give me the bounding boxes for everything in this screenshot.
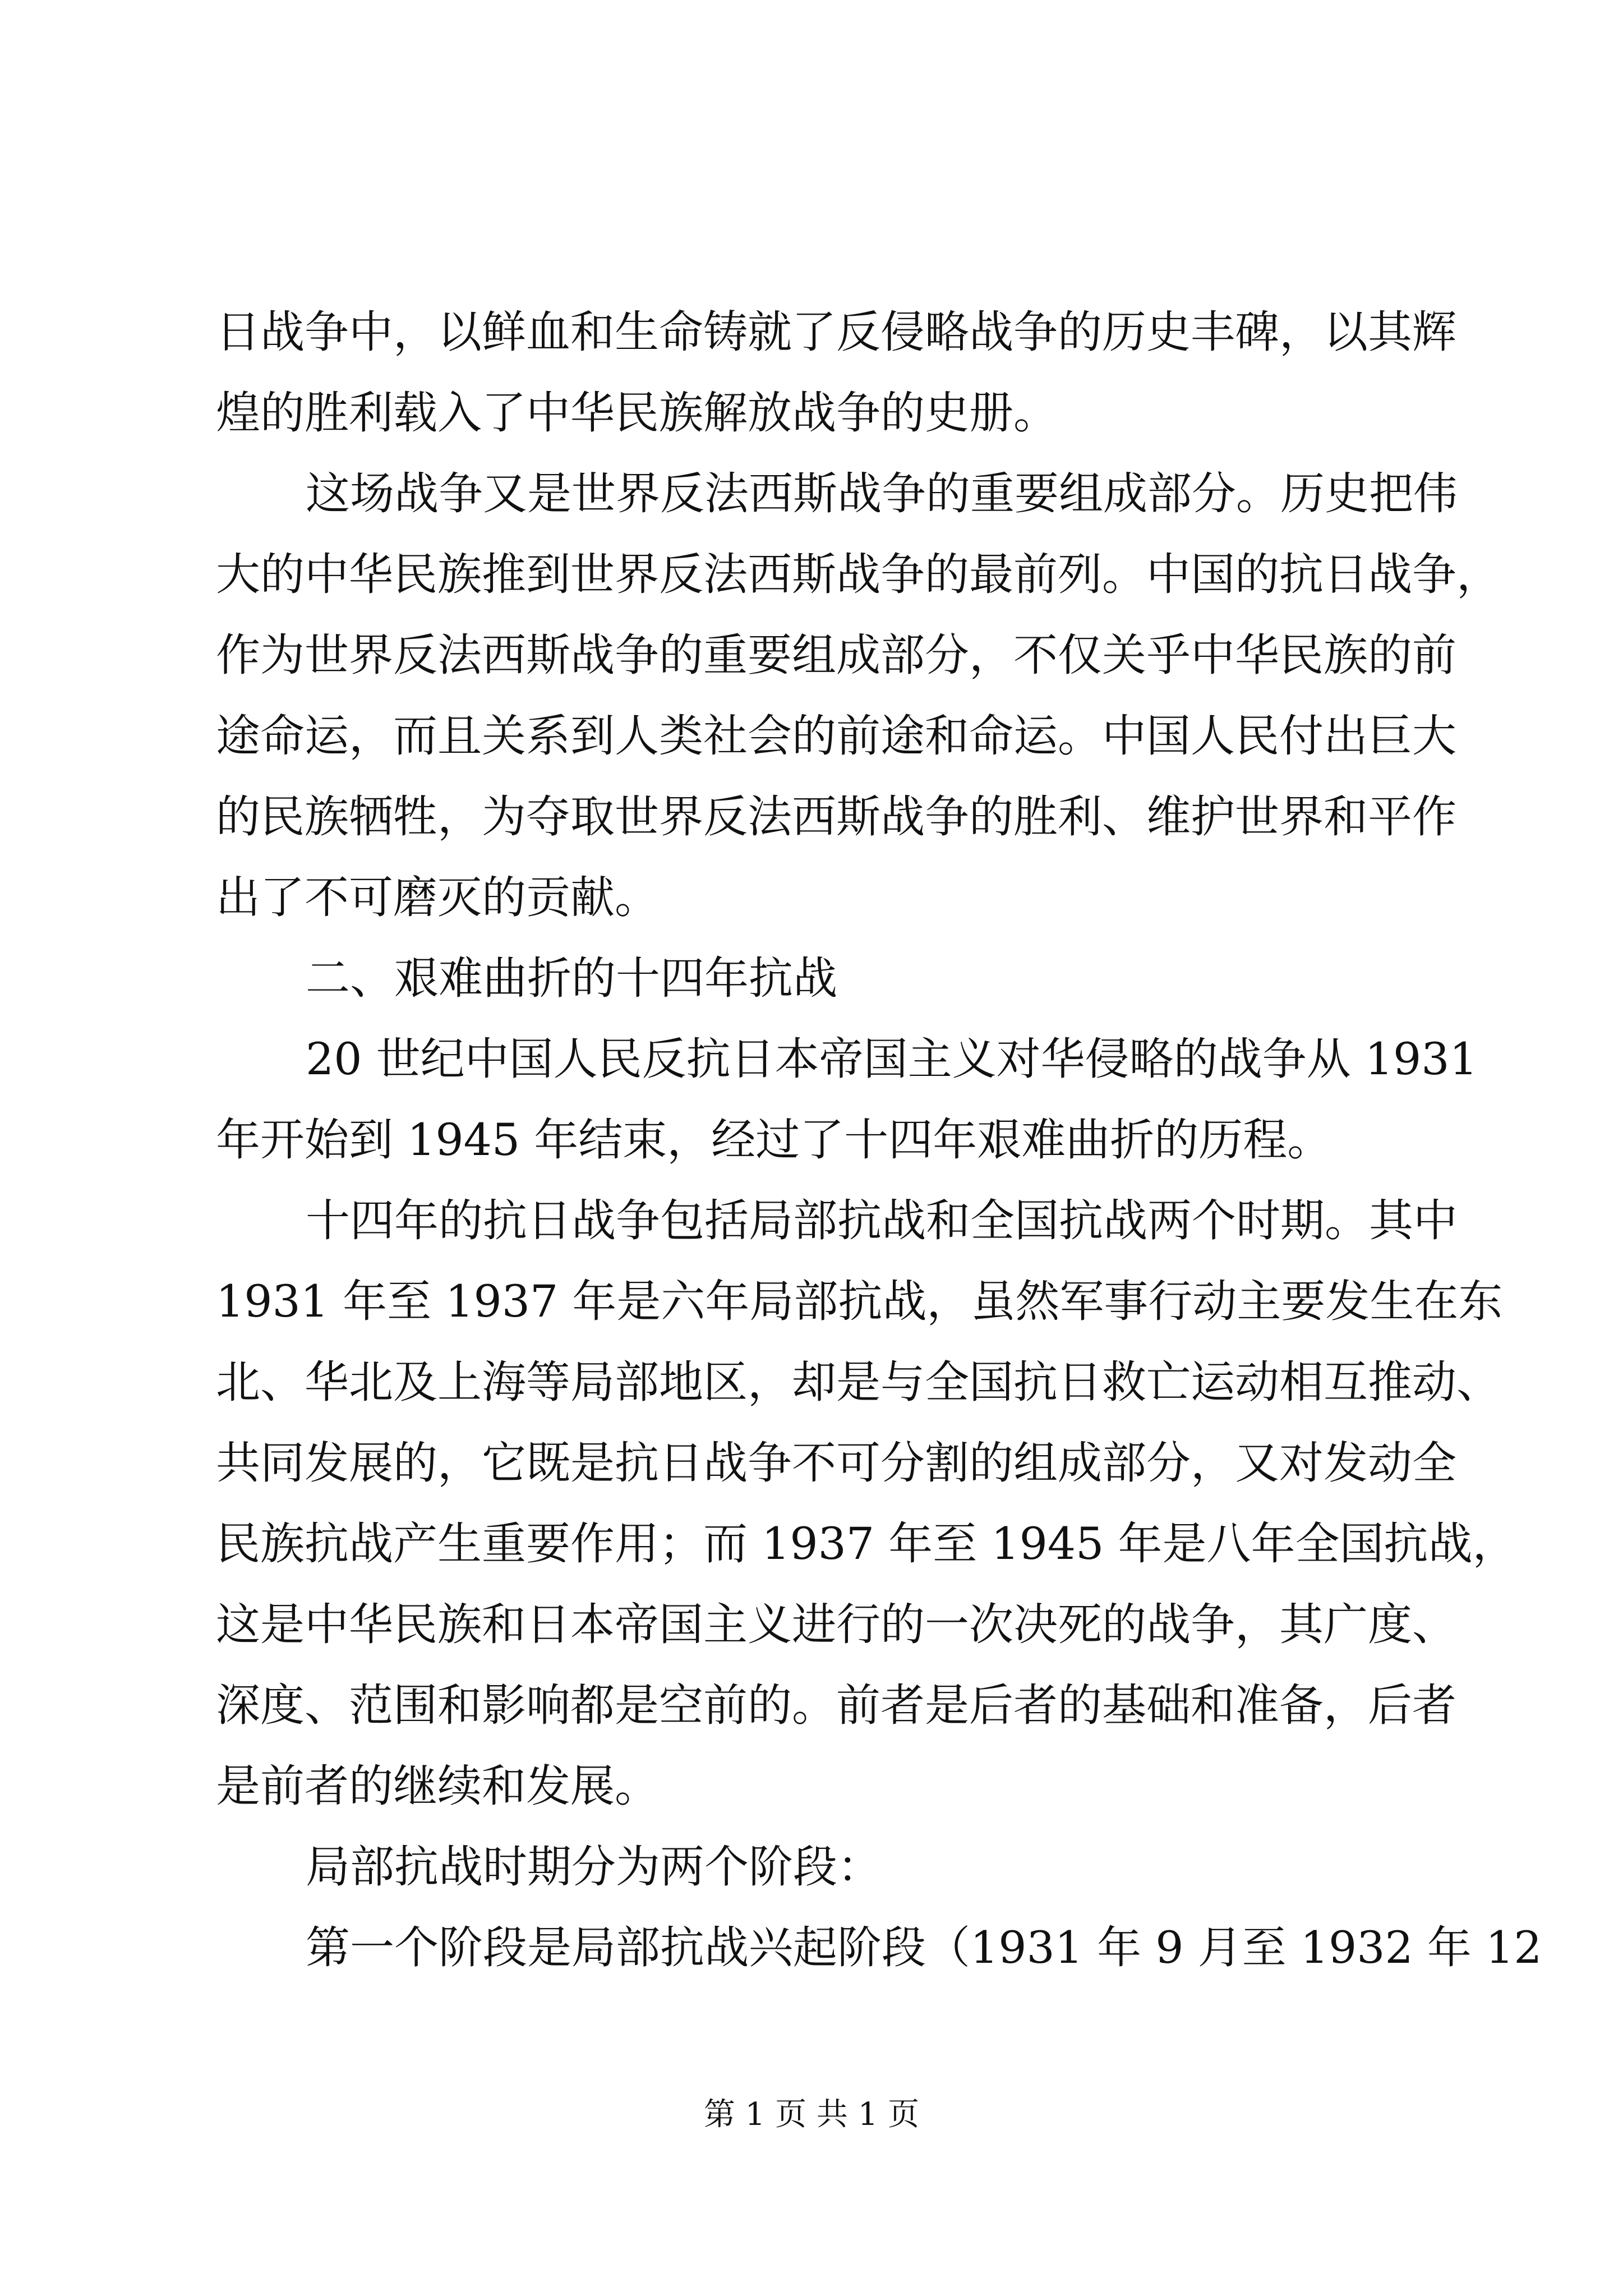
paragraph-start-line: 第一个阶段是局部抗战兴起阶段（1931 年 9 月至 1932 年 12 [306, 1922, 1542, 1973]
text-line: 是前者的继续和发展。 [216, 1760, 659, 1812]
text-line: 共同发展的，它既是抗日战争不可分割的组成部分，又对发动全 [216, 1437, 1456, 1489]
page-number-footer: 第 1 页 共 1 页 [703, 2096, 920, 2133]
section-heading: 二、艰难曲折的十四年抗战 [306, 953, 837, 1004]
text-line: 年开始到 1945 年结束，经过了十四年艰难曲折的历程。 [216, 1114, 1332, 1166]
paragraph-start-line: 局部抗战时期分为两个阶段： [306, 1841, 882, 1893]
text-line: 出了不可磨灭的贡献。 [216, 872, 659, 923]
document-body [216, 292, 1542, 1988]
text-line: 途命运，而且关系到人类社会的前途和命运。中国人民付出巨大 [216, 710, 1456, 762]
paragraph-start-line: 20 世纪中国人民反抗日本帝国主义对华侵略的战争从 1931 [306, 1033, 1478, 1085]
text-line: 北、华北及上海等局部地区，却是与全国抗日救亡运动相互推动、 [216, 1356, 1501, 1408]
text-line: 煌的胜利载入了中华民族解放战争的史册。 [216, 387, 1058, 439]
text-line: 深度、范围和影响都是空前的。前者是后者的基础和准备，后者 [216, 1680, 1456, 1731]
text-line: 作为世界反法西斯战争的重要组成部分，不仅关乎中华民族的前 [216, 629, 1456, 681]
text-line: 的民族牺牲，为夺取世界反法西斯战争的胜利、维护世界和平作 [216, 791, 1456, 843]
paragraph-start-line: 十四年的抗日战争包括局部抗战和全国抗战两个时期。其中 [306, 1195, 1458, 1246]
text-line: 大的中华民族推到世界反法西斯战争的最前列。中国的抗日战争， [216, 549, 1501, 600]
text-line: 1931 年至 1937 年是六年局部抗战，虽然军事行动主要发生在东 [216, 1276, 1503, 1327]
text-line: 日战争中，以鲜血和生命铸就了反侵略战争的历史丰碑，以其辉 [216, 306, 1456, 358]
text-line: 这是中华民族和日本帝国主义进行的一次决死的战争，其广度、 [216, 1599, 1456, 1650]
text-line: 民族抗战产生重要作用；而 1937 年至 1945 年是八年全国抗战， [216, 1518, 1517, 1570]
paragraph-start-line: 这场战争又是世界反法西斯战争的重要组成部分。历史把伟 [306, 468, 1458, 519]
